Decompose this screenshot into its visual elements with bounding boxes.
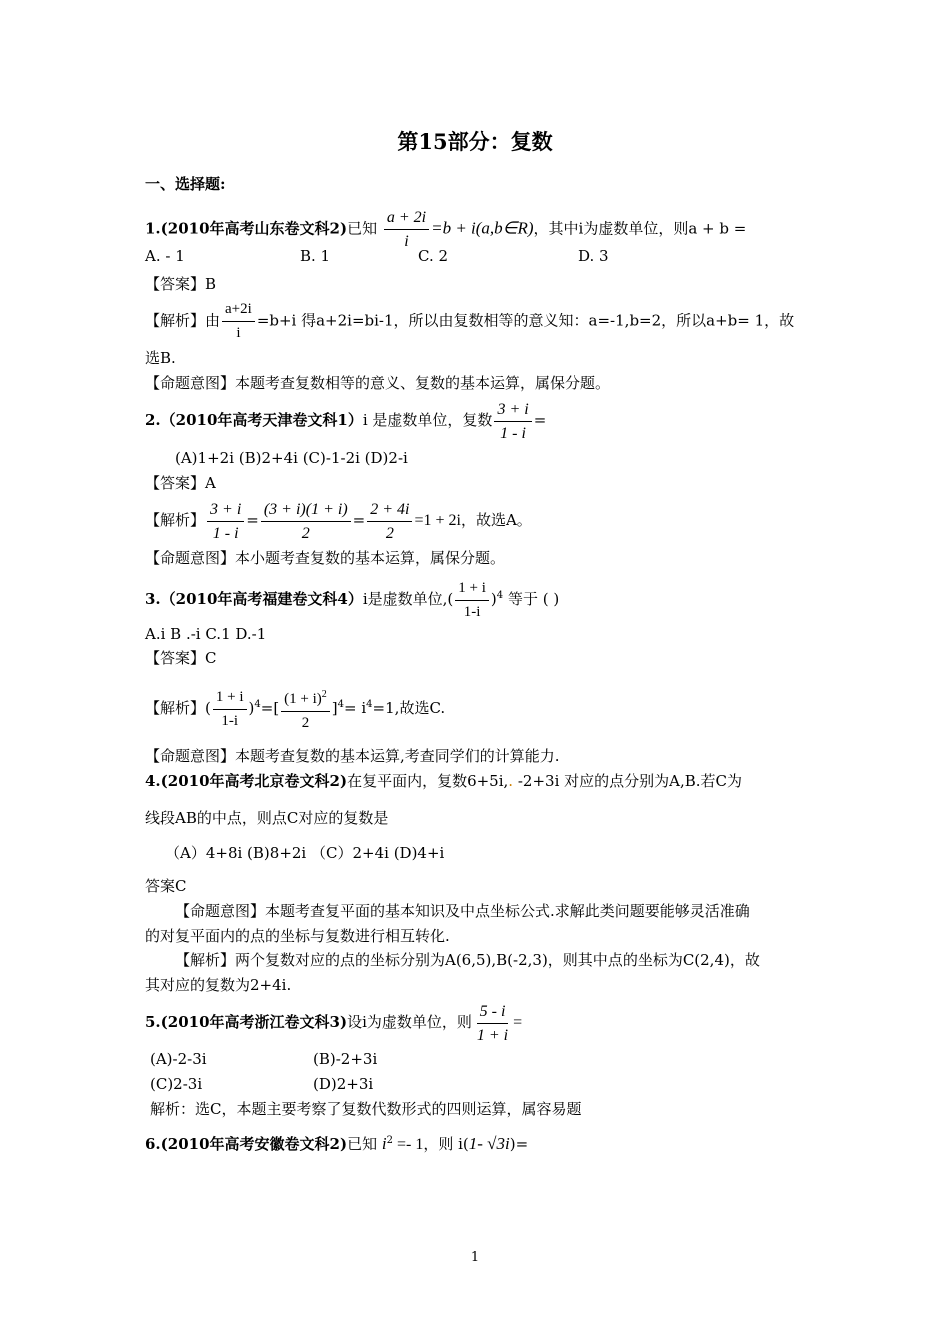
q3-analysis-fraction-2: $\frac{(1 + i)^2}{2}$ bbox=[281, 685, 330, 733]
question-2: 2.（2010年高考天津卷文科1）i 是虚数单位，复数 $\frac{3 + i}{1 - i}$ = bbox=[145, 400, 547, 442]
q1-analysis-fraction: $\frac{a+2i}{i}$ bbox=[222, 300, 255, 343]
q2-fraction: $\frac{3 + i}{1 - i}$ bbox=[494, 400, 531, 443]
q1-analysis-cont: 选B. bbox=[145, 349, 176, 367]
q2-analysis-fraction-2: $\frac{(3 + i)(1 + i)}{2}$ bbox=[261, 500, 351, 543]
q2-analysis-fraction-1: $\frac{3 + i}{1 - i}$ bbox=[207, 500, 244, 543]
q3-answer: 【答案】C bbox=[145, 649, 217, 667]
question-5: 5.(2010年高考浙江卷文科3)设i为虚数单位，则 $\frac{5 - i}{1 + i}$ = bbox=[145, 1002, 523, 1044]
q5-option-a: (A)-2-3i bbox=[150, 1050, 207, 1068]
q1-fraction: $\frac{a + 2i}{i}$ bbox=[384, 208, 429, 251]
q4-options: （A）4+8i (B)8+2i （C）2+4i (D)4+i bbox=[165, 844, 445, 862]
q1-answer: 【答案】B bbox=[145, 275, 217, 293]
question-1: 1.(2010年高考山东卷文科2)已知 $\frac{a + 2i}{i}$ =b + i(a,b∈R)，其中i为虚数单位，则a + b = bbox=[145, 209, 747, 250]
q1-intent: 【命题意图】本题考查复数相等的意义、复数的基本运算，属保分题。 bbox=[145, 374, 611, 392]
question-4: 4.(2010年高考北京卷文科2)在复平面内，复数6+5i,. -2+3i 对应的点分别为A,B.若C为 bbox=[145, 772, 743, 790]
q2-answer: 【答案】A bbox=[145, 474, 216, 492]
q2-analysis: 【解析】 $\frac{3 + i}{1 - i}$ = $\frac{(3 + i)(1 + i)}{2}$ = $\frac{2 + 4i}{2}$ =1 + 2i，故选A。 bbox=[145, 500, 532, 542]
q5-fraction: $\frac{5 - i}{1 + i}$ bbox=[476, 1002, 509, 1044]
q3-options: A.i B .-i C.1 D.-1 bbox=[145, 625, 267, 643]
q2-intent: 【命题意图】本小题考查复数的基本运算，属保分题。 bbox=[145, 549, 506, 567]
q1-option-a: A. - 1 bbox=[145, 247, 185, 265]
q4-line-2: 线段AB的中点，则点C对应的复数是 bbox=[145, 809, 389, 827]
q4-answer: 答案C bbox=[145, 877, 187, 895]
q5-analysis: 解析：选C，本题主要考察了复数代数形式的四则运算，属容易题 bbox=[150, 1100, 582, 1118]
q5-option-c: (C)2-3i bbox=[150, 1075, 203, 1093]
q1-option-c: C. 2 bbox=[418, 247, 449, 265]
q2-analysis-fraction-3: $\frac{2 + 4i}{2}$ bbox=[367, 500, 412, 543]
q1-analysis: 【解析】由 $\frac{a+2i}{i}$ =b+i 得a+2i=bi-1，所以由复数相等的意义知：a=-1,b=2，所以a+b= 1，故 bbox=[145, 301, 795, 341]
page-title: 第15部分：复数 bbox=[397, 129, 553, 154]
page-number: 1 bbox=[470, 1250, 480, 1265]
q2-options: (A)1+2i (B)2+4i (C)-1-2i (D)2-i bbox=[175, 449, 408, 467]
q4-analysis-1: 【解析】两个复数对应的点的坐标分别为A(6,5),B(-2,3)，则其中点的坐标为C(2,4)，故 bbox=[175, 951, 760, 969]
q4-intent-1: 【命题意图】本题考查复平面的基本知识及中点坐标公式.求解此类问题要能够灵活准确 bbox=[175, 902, 750, 920]
q1-option-d: D. 3 bbox=[578, 247, 609, 265]
question-3: 3.（2010年高考福建卷文科4）i是虚数单位,( $\frac{1 + i}{1-i}$ )$^4$ 等于 ( ) bbox=[145, 579, 560, 620]
q3-fraction: $\frac{1 + i}{1-i}$ bbox=[455, 579, 489, 622]
question-6: 6.(2010年高考安徽卷文科2)已知 $i^2 =- 1$，则 i(1- √3i)= bbox=[145, 1134, 529, 1153]
q4-intent-2: 的对复平面内的点的坐标与复数进行相互转化. bbox=[145, 927, 450, 945]
section-heading: 一、选择题: bbox=[145, 175, 226, 193]
q5-option-d: (D)2+3i bbox=[313, 1075, 374, 1093]
q5-option-b: (B)-2+3i bbox=[313, 1050, 378, 1068]
q1-option-b: B. 1 bbox=[300, 247, 331, 265]
q3-analysis-fraction-1: $\frac{1 + i}{1-i}$ bbox=[213, 688, 247, 731]
q4-analysis-2: 其对应的复数为2+4i. bbox=[145, 976, 292, 994]
q3-analysis: 【解析】( $\frac{1 + i}{1-i}$ )$^4$=[ $\frac{(1 + i)^2}{2}$ ]$^4= i^4=1$,故选C. bbox=[145, 678, 445, 735]
q3-intent: 【命题意图】本题考查复数的基本运算,考查同学们的计算能力. bbox=[145, 747, 560, 765]
